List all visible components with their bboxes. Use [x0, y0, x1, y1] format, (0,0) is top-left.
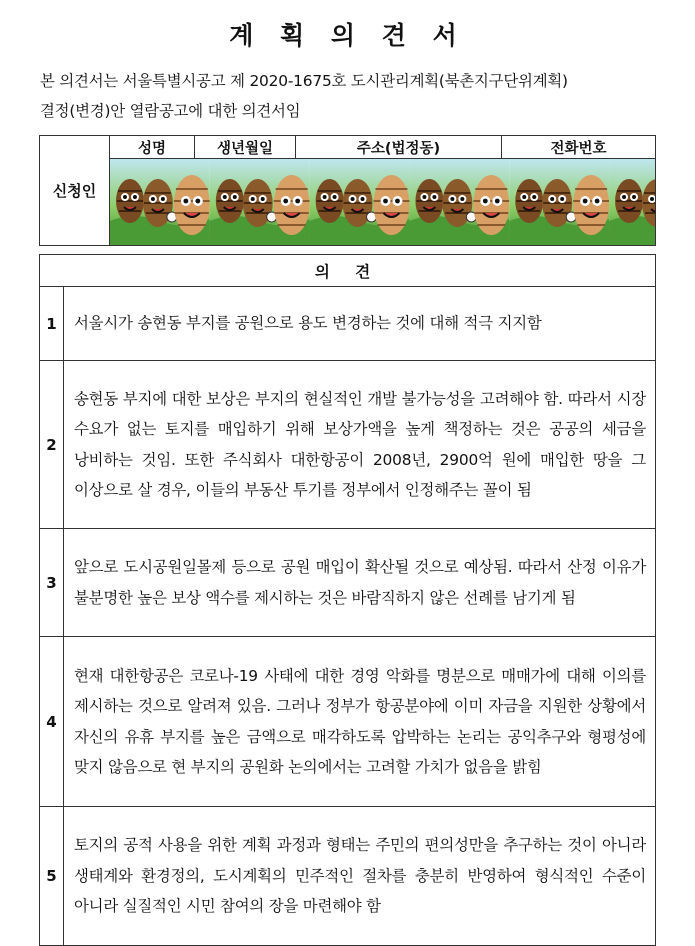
opinion-row	[40, 361, 656, 529]
opinion-row	[40, 637, 656, 807]
opinion-row	[40, 287, 656, 361]
intro-paragraph	[40, 66, 670, 126]
opinion-text: 현재 대한항공은 코로나-19 사태에 대한 경영 악화를 명분으로 매매가에 대해 이의를 제시하는 것으로 알려져 있음. 그러나 정부가 항공분야에 이미 자금을 지원한 상황에서 자신의 유휴 부지를 높은 금액으로 매각하도록 압박하는 논리는 공익추구와 형평성에 맞지 않음으로 현 부지의 공원화 논의에서는 고려할 가치가 없음을 밝힘	[64, 637, 656, 807]
column-header-name: 성명	[110, 136, 195, 159]
column-header-address: 주소(법정동)	[296, 136, 502, 159]
applicant-info-cell	[110, 159, 656, 246]
applicant-label: 신청인	[40, 136, 110, 246]
applicant-table	[39, 135, 656, 246]
column-header-birthdate: 생년월일	[195, 136, 296, 159]
intro-line: 본 의견서는 서울특별시공고 제 2020-1675호 도시관리계획(북촌지구단위계획)	[40, 72, 568, 90]
opinion-text: 토지의 공적 사용을 위한 계획 과정과 형태는 주민의 편의성만을 추구하는 것이 아니라 생태계와 환경정의, 도시계획의 민주적인 절차를 충분히 반영하여 형식적인 수준이 아니라 실질적인 시민 참여의 장을 마련해야 함	[64, 807, 656, 946]
opinion-number: 2	[40, 361, 64, 529]
opinion-number: 1	[40, 287, 64, 361]
opinion-number: 5	[40, 807, 64, 946]
opinions-table	[39, 254, 656, 946]
opinion-number: 4	[40, 637, 64, 807]
pinecone-cartoon-strip-icon	[110, 159, 655, 245]
opinion-row	[40, 529, 656, 637]
intro-line: 결정(변경)안 열람공고에 대한 의견서임	[40, 102, 301, 120]
opinion-text: 서울시가 송현동 부지를 공원으로 용도 변경하는 것에 대해 적극 지지함	[64, 287, 656, 361]
opinions-header: 의 견	[40, 255, 656, 287]
opinion-number: 3	[40, 529, 64, 637]
column-header-phone: 전화번호	[502, 136, 656, 159]
opinion-row	[40, 807, 656, 946]
document-title: 계 획 의 견 서	[229, 21, 466, 50]
opinion-text: 송현동 부지에 대한 보상은 부지의 현실적인 개발 불가능성을 고려해야 함. 따라서 시장 수요가 없는 토지를 매입하기 위해 보상가액을 높게 책정하는 것은 공공의 세금을 낭비하는 것임. 또한 주식회사 대한항공이 2008년, 2900억 원에 매입한 땅을 그 이상으로 살 경우, 이들의 부동산 투기를 정부에서 인정해주는 꼴이 됨	[64, 361, 656, 529]
opinion-text: 앞으로 도시공원일몰제 등으로 공원 매입이 확산될 것으로 예상됨. 따라서 산정 이유가 불분명한 높은 보상 액수를 제시하는 것은 바람직하지 않은 선례를 남기게 됨	[64, 529, 656, 637]
